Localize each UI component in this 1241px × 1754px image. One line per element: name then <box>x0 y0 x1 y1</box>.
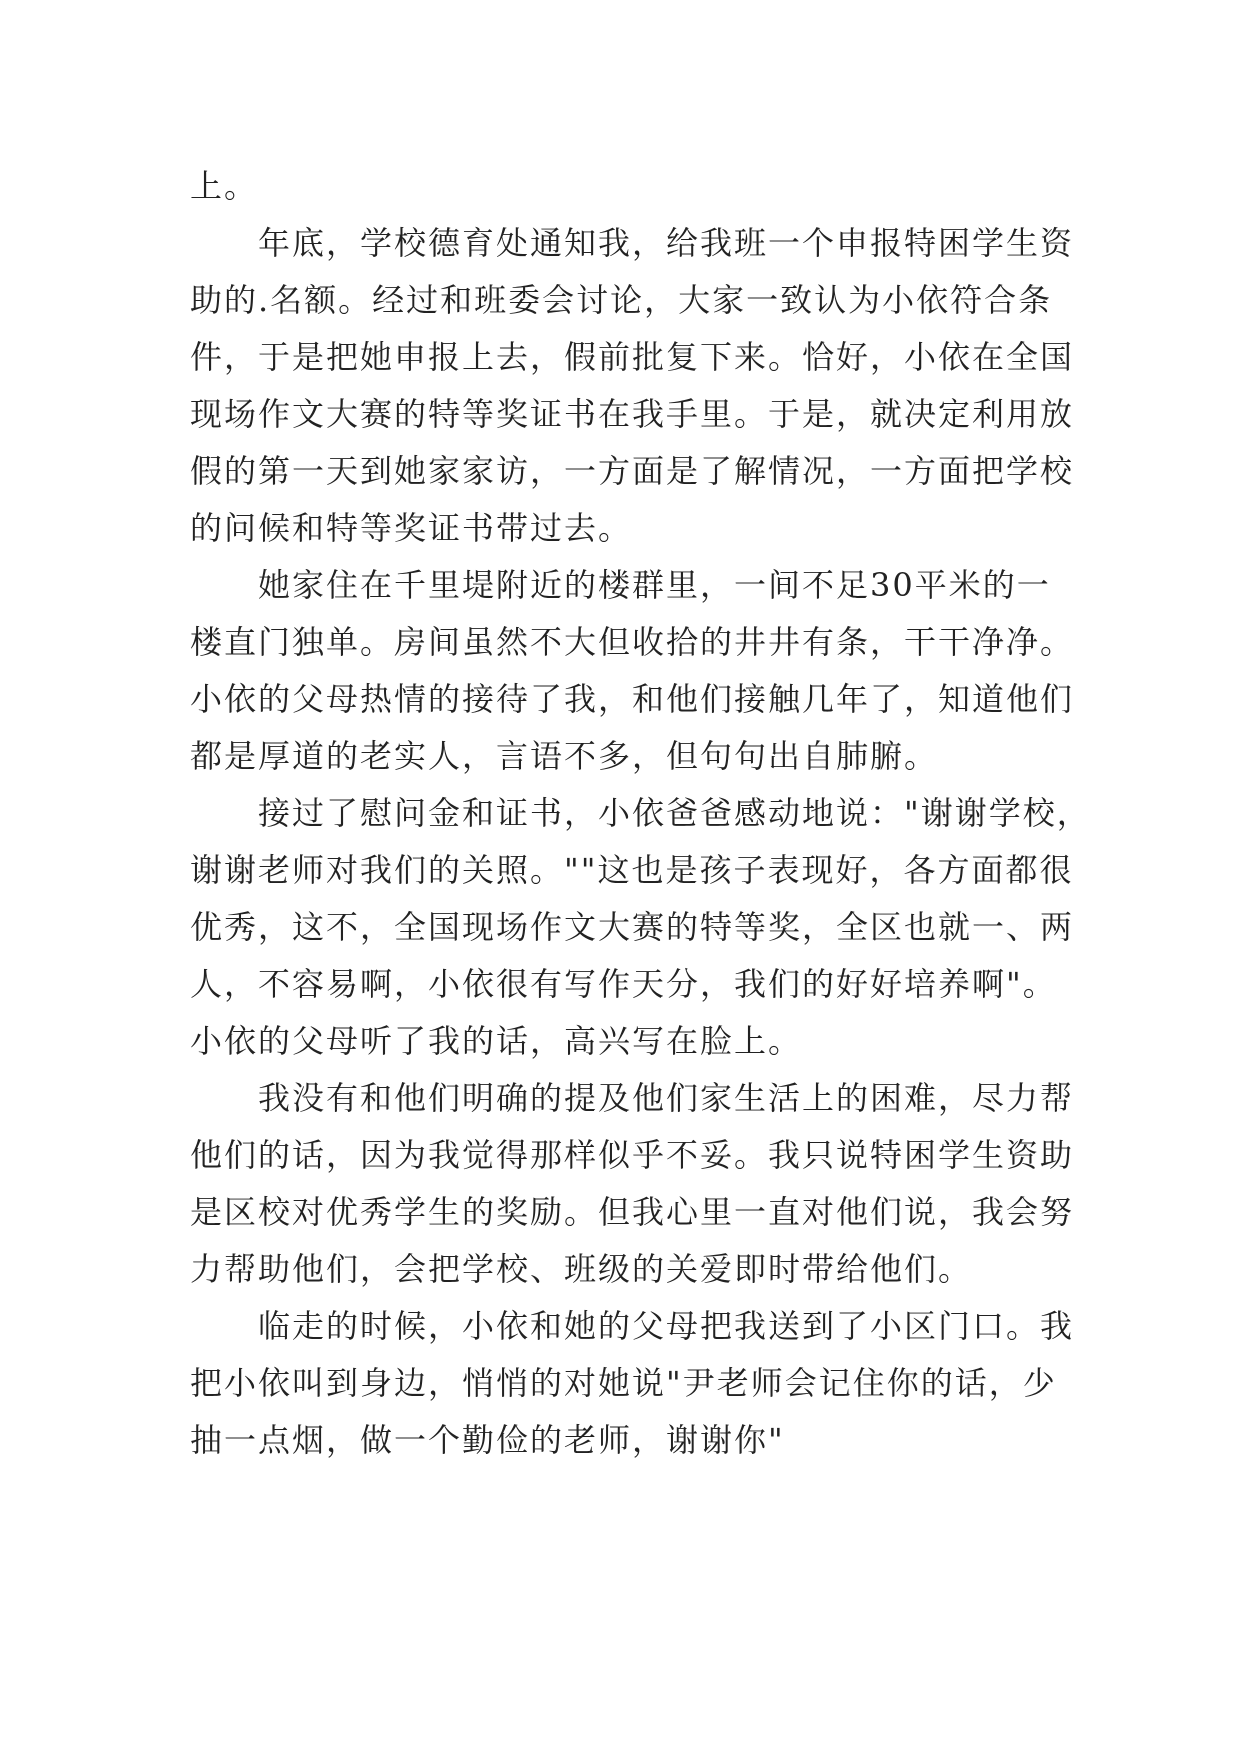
document-body <box>190 158 1091 1469</box>
text-line: 优秀，这不，全国现场作文大赛的特等奖，全区也就一、两 <box>190 908 1075 946</box>
text-line: 的问候和特等奖证书带过去。 <box>190 509 633 547</box>
text-line: 她家住在千里堤附近的楼群里，一间不足30平米的一 <box>190 566 1051 604</box>
text-line: 现场作文大赛的特等奖证书在我手里。于是，就决定利用放 <box>190 395 1075 433</box>
text-line: 助的.名额。经过和班委会讨论，大家一致认为小依符合条 <box>190 281 1053 319</box>
text-line: 上。 <box>190 167 259 205</box>
text-line: 谢谢老师对我们的关照。""这也是孩子表现好，各方面都很 <box>190 851 1074 889</box>
text-line: 是区校对优秀学生的奖励。但我心里一直对他们说，我会努 <box>190 1193 1075 1231</box>
text-line: 假的第一天到她家家访，一方面是了解情况，一方面把学校 <box>190 452 1075 490</box>
text-line: 人，不容易啊，小依很有写作天分，我们的好好培养啊"。 <box>190 965 1057 1003</box>
text-line: 力帮助他们，会把学校、班级的关爱即时带给他们。 <box>190 1250 973 1288</box>
text-line: 楼直门独单。房间虽然不大但收拾的井井有条，干干净净。 <box>190 623 1075 661</box>
text-line: 小依的父母热情的接待了我，和他们接触几年了，知道他们 <box>190 680 1075 718</box>
text-line: 临走的时候，小依和她的父母把我送到了小区门口。我 <box>190 1307 1075 1345</box>
text-line: 年底，学校德育处通知我，给我班一个申报特困学生资 <box>190 224 1075 262</box>
text-line: 都是厚道的老实人，言语不多，但句句出自肺腑。 <box>190 737 939 775</box>
text-line: 抽一点烟，做一个勤俭的老师，谢谢你" <box>190 1421 785 1459</box>
text-line: 接过了慰问金和证书，小依爸爸感动地说："谢谢学校， <box>190 794 1091 832</box>
text-line: 我没有和他们明确的提及他们家生活上的困难，尽力帮 <box>190 1079 1075 1117</box>
text-line: 他们的话，因为我觉得那样似乎不妥。我只说特困学生资助 <box>190 1136 1075 1174</box>
text-line: 小依的父母听了我的话，高兴写在脸上。 <box>190 1022 803 1060</box>
text-line: 件，于是把她申报上去，假前批复下来。恰好，小依在全国 <box>190 338 1075 376</box>
text-line: 把小依叫到身边，悄悄的对她说"尹老师会记住你的话，少 <box>190 1364 1057 1402</box>
